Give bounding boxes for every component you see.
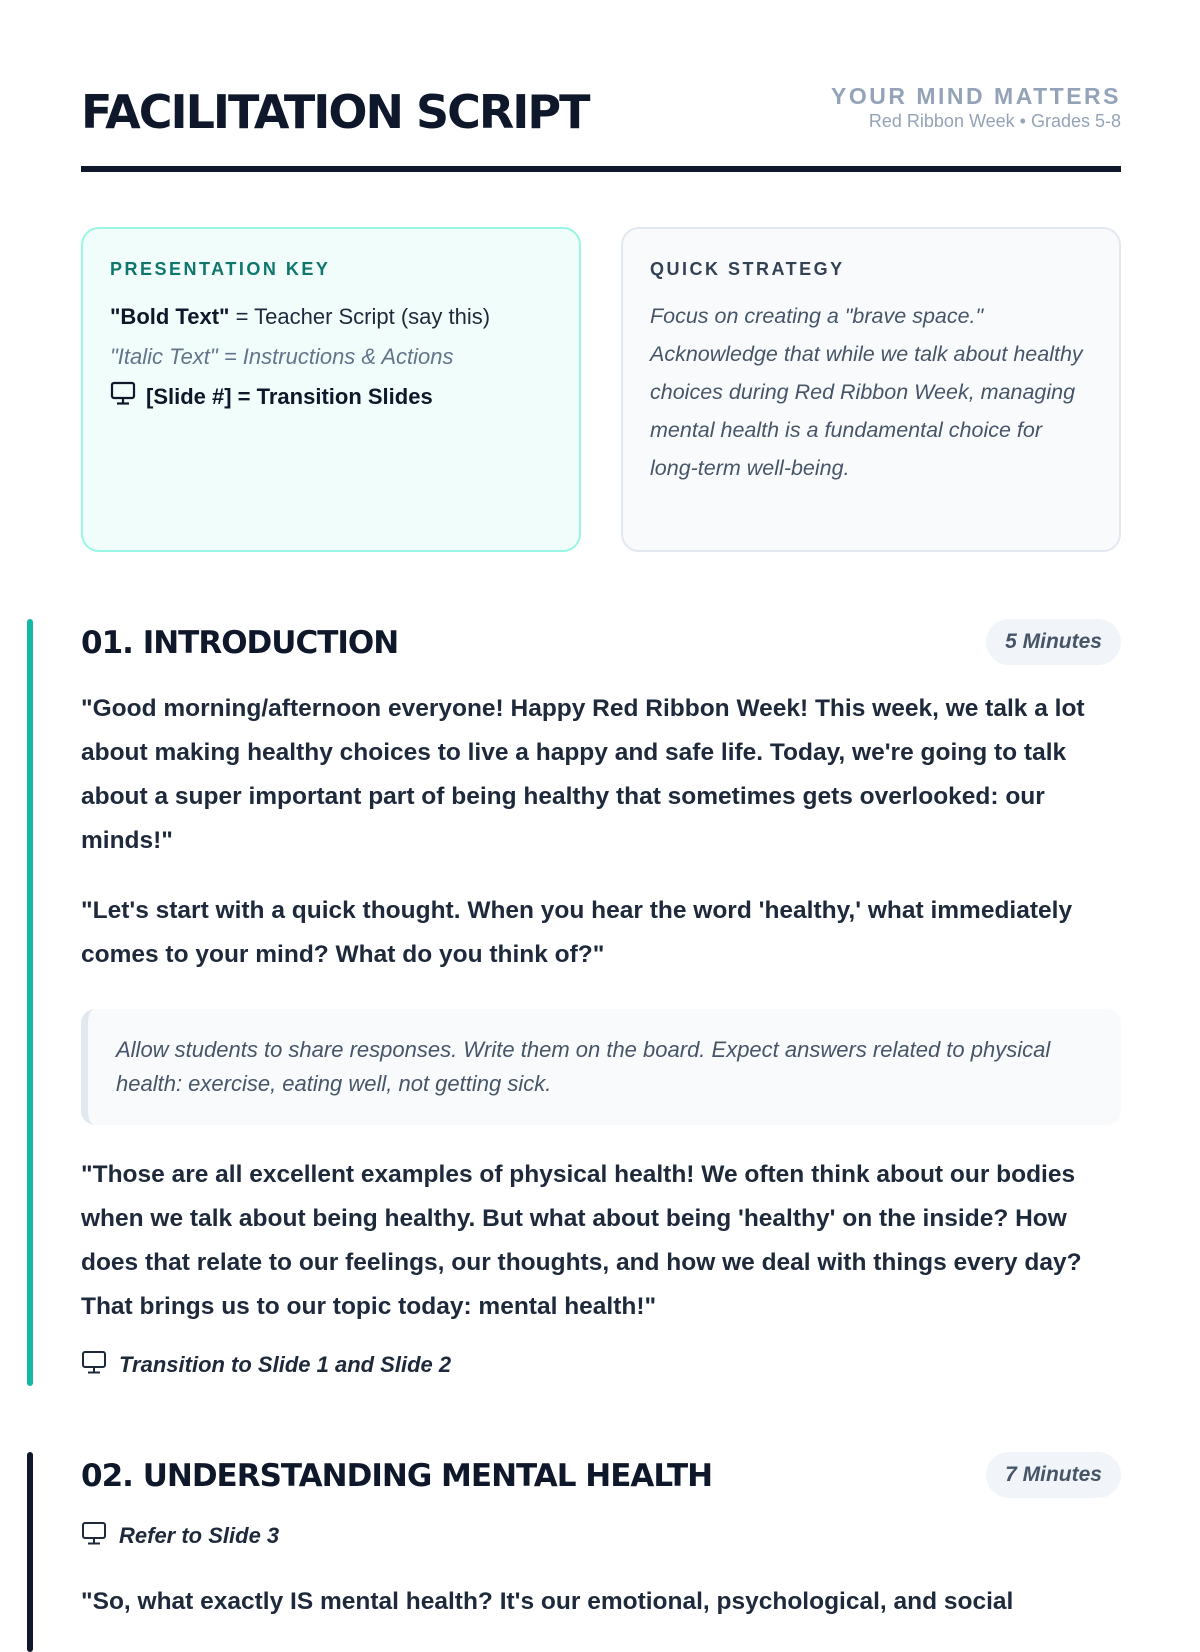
section-header: [81, 619, 1121, 667]
key-bold-term: "Bold Text": [110, 304, 230, 329]
teacher-script: "Those are all excellent examples of physical health! We often think about our bodies when we talk about being healthy. But what about being 'healthy' on the inside? How does that relate to our feelings, our thoughts, and how we deal with things every day? That brings us to our topic today: mental health!": [81, 1161, 1082, 1320]
transition-text: Refer to Slide 3: [119, 1523, 280, 1548]
instruction-note: Allow students to share responses. Write them on the board. Expect answers related to physical health: exercise, eating well, not getting sick.: [81, 1009, 1121, 1125]
presentation-key-card: [81, 227, 581, 552]
key-slide-text: [Slide #] = Transition Slides: [146, 384, 433, 409]
duration-badge: 7 Minutes: [986, 1452, 1121, 1498]
teacher-script: "Good morning/afternoon everyone! Happy Red Ribbon Week! This week, we talk a lot about making healthy choices to live a happy and safe life. Today, we're going to talk about a super important part of being healthy that sometimes gets overlooked: our minds!": [81, 695, 1085, 854]
presentation-icon: [110, 378, 136, 418]
slide-reference: [81, 1520, 1121, 1554]
teacher-script: "Let's start with a quick thought. When you hear the word 'healthy,' what immediately comes to your mind? What do you think of?": [81, 897, 1073, 968]
section-title: 02. UNDERSTANDING MENTAL HEALTH: [81, 1458, 713, 1494]
presentation-key-label: PRESENTATION KEY: [110, 259, 331, 279]
brand-subtitle: Red Ribbon Week • Grades 5-8: [868, 111, 1121, 131]
key-bold-meaning: = Teacher Script (say this): [229, 304, 491, 329]
section-accent-bar: [27, 619, 33, 1386]
section-accent-bar: [27, 1452, 33, 1652]
section-understanding-mental-health: [81, 1452, 1121, 1624]
quick-strategy-text: Focus on creating a "brave space." Acknowledge that while we talk about healthy choices during Red Ribbon Week, managing mental health is a fundamental choice for long-term well-being.: [650, 304, 1083, 480]
section-introduction: [81, 619, 1121, 1383]
key-italic-row: "Italic Text" = Instructions & Actions: [110, 344, 454, 369]
teacher-script: "So, what exactly IS mental health? It's our emotional, psychological, and social: [81, 1587, 1014, 1615]
brand-block: [831, 82, 1121, 132]
key-slide-row: [110, 377, 552, 418]
section-title: 01. INTRODUCTION: [81, 625, 399, 661]
page-header: [81, 0, 1121, 172]
duration-badge: 5 Minutes: [986, 619, 1121, 665]
info-cards: [81, 227, 1121, 552]
key-bold-row: [110, 297, 552, 337]
slide-transition: [81, 1349, 1121, 1383]
transition-text: Transition to Slide 1 and Slide 2: [119, 1352, 452, 1377]
presentation-icon: [81, 1350, 107, 1383]
quick-strategy-card: [621, 227, 1121, 552]
quick-strategy-label: QUICK STRATEGY: [650, 259, 845, 279]
section-header: [81, 1452, 1121, 1500]
page-title: FACILITATION SCRIPT: [81, 85, 589, 139]
presentation-icon: [81, 1521, 107, 1554]
brand-name: YOUR MIND MATTERS: [831, 83, 1121, 109]
facilitation-script-page: [81, 0, 1121, 1615]
